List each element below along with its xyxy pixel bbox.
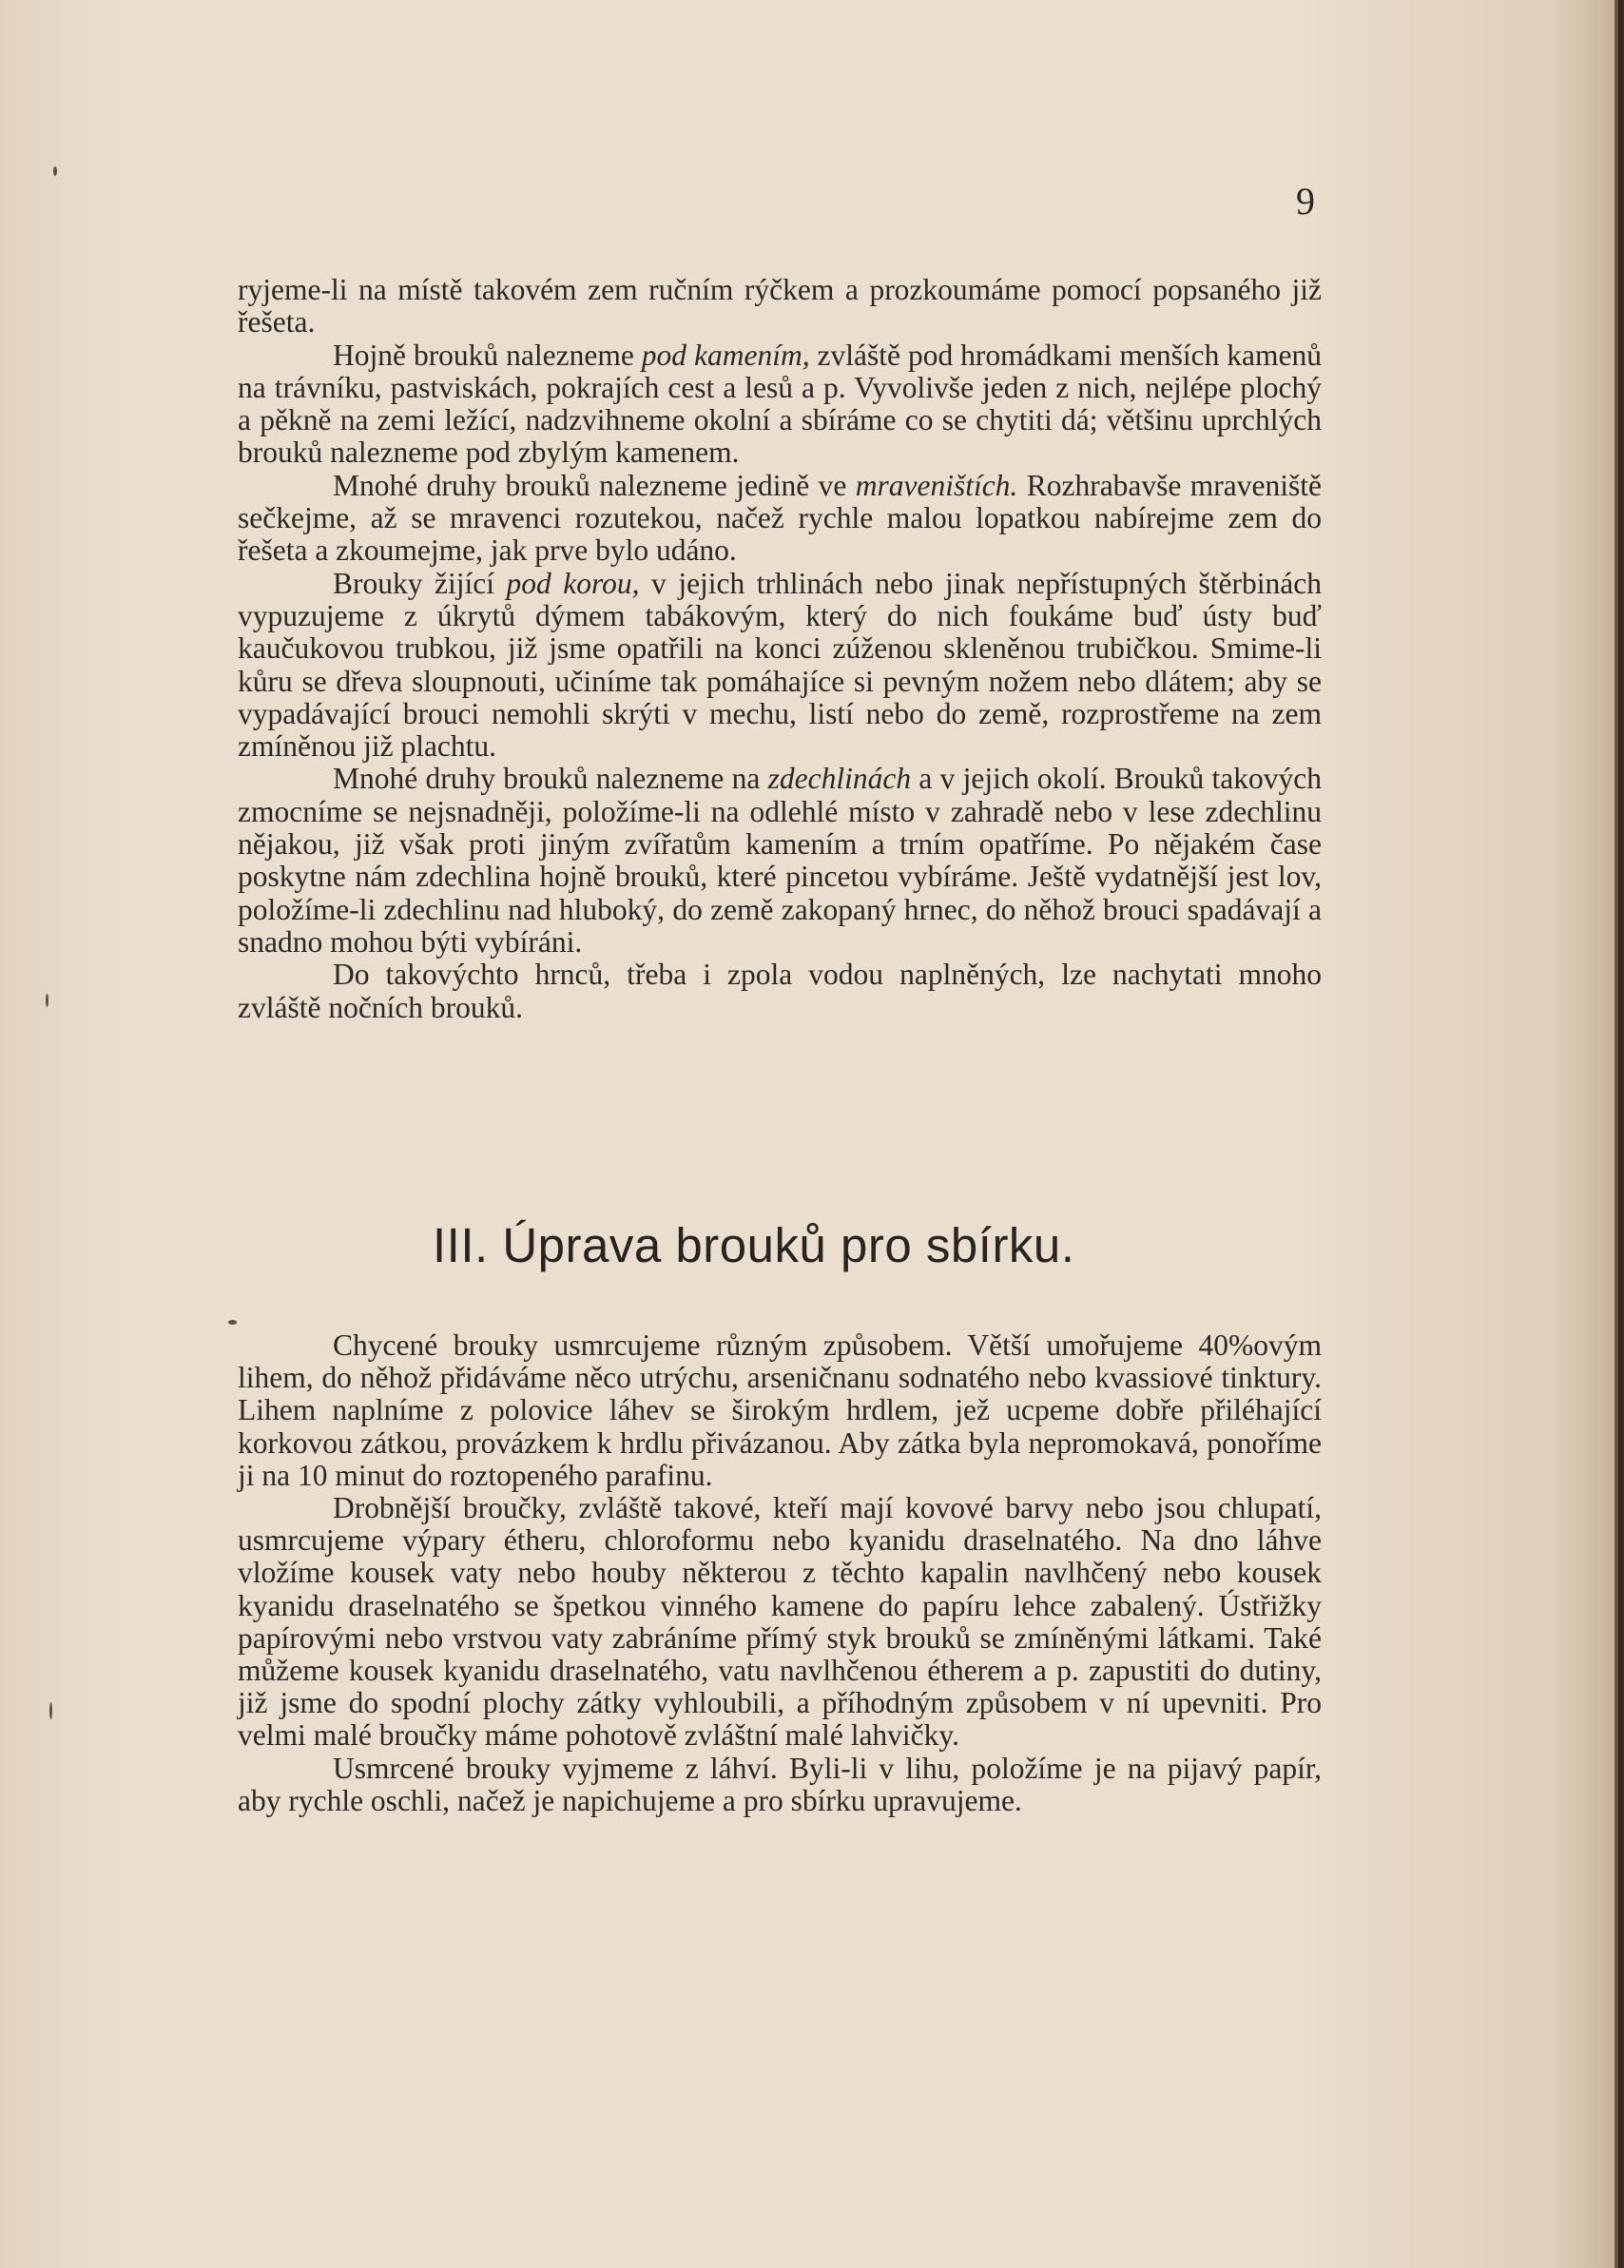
print-speck bbox=[53, 166, 57, 176]
print-speck bbox=[46, 994, 48, 1007]
paragraph-carcasses bbox=[238, 763, 1322, 959]
paragraph-stones bbox=[238, 339, 1322, 470]
paragraph-anthills bbox=[238, 470, 1322, 568]
emphasis: zdechlinách bbox=[767, 762, 912, 796]
paragraph-bark bbox=[238, 568, 1322, 764]
text-run: Rozhrabavše mraveniště sečkejme, až se mravenci rozutekou, načež rychle malou lopatkou nabírejme zem do řešeta a zkoumejme, jak prve bylo udáno. bbox=[238, 468, 1322, 568]
text-run: v jejich trhlinách nebo jinak nepřístupných štěrbinách vypuzujeme z úkrytů dýmem tabákovým, který do nich foukáme buď ústy buď kaučukovou trubkou, již jsme opatřili na konci zúženou skleněnou trubičkou. Smime-li kůru se dřeva sloupnouti, učiníme tak pomáhajíce si pevným nožem nebo dlátem; aby se vypadávající brouci nemohli skrýti v mechu, listí nebo do země, rozprostřeme na zem zmíněnou již plachtu. bbox=[238, 566, 1322, 764]
print-speck bbox=[228, 1320, 237, 1325]
paragraph-continuation: ryjeme-li na místě takovém zem ručním rýčkem a prozkoumáme pomocí popsaného již řešeta. bbox=[238, 273, 1322, 339]
text-run: Mnohé druhy brouků nalezneme na bbox=[333, 762, 768, 796]
text-run: zvláště pod hromádkami menších kamenů na trávníku, pastviskách, pokrajích cest a lesů a p. Vyvolivše jeden z nich, nejlépe plochý a pěkně na zemi ležící, nadzvihneme okolní a sbíráme co se chytiti dá; většinu uprchlých brouků nalezneme pod zbylým kamenem. bbox=[238, 338, 1323, 470]
text-run: a v jejich okolí. Brouků takových zmocníme se nejsnadněji, položíme-li na odlehlé místo v zahradě nebo v lese zdechlinu nějakou, již však proti jiným zvířatům kamením a trním opatříme. Po nějakém čase poskytne nám zdechlina hojně brouků, které pincetou vybíráme. Ještě vydatnější jest lov, položíme-li zdechlinu nad hluboký, do země zakopaný hrnec, do něhož brouci spadávají a snadno mohou býti vybíráni. bbox=[238, 762, 1322, 959]
page-number: 9 bbox=[1296, 180, 1315, 223]
section-text bbox=[238, 1329, 1322, 1817]
emphasis: mraveništích. bbox=[855, 468, 1018, 502]
paragraph-pots: Do takovýchto hrnců, třeba i zpola vodou naplněných, lze nachytati mnoho zvláště nočních brouků. bbox=[238, 958, 1322, 1024]
body-text bbox=[238, 274, 1322, 1024]
text-run: Hojně brouků nalezneme bbox=[333, 338, 642, 372]
text-run: Mnohé druhy brouků nalezneme jedině ve bbox=[333, 468, 856, 502]
print-speck bbox=[49, 1702, 52, 1719]
paragraph-small-beetles: Drobnější broučky, zvláště takové, kteří mají kovové barvy nebo jsou chlupatí, usmrcujeme výpary étheru, chloroformu nebo kyanidu draselnatého. Na dno láhve vložíme kousek vaty nebo houby některou z těchto kapalin navlhčený nebo kousek kyanidu draselnatého se špetkou vinného kamene do papíru lehce zabalený. Ústřižky papírovými nebo vrstvou vaty zabráníme přímý styk brouků se zmíněnými látkami. Také můžeme kousek kyanidu draselnatého, vatu navlhčenou étherem a p. zapustiti do dutiny, již jsme do spodní plochy zátky vyhloubili, a příhodným způsobem v ní upevniti. Pro velmi malé broučky máme pohotově zvláštní malé lahvičky. bbox=[238, 1491, 1322, 1753]
paragraph-killing: Chycené brouky usmrcujeme různým způsobem. Větší umořujeme 40%ovým lihem, do něhož přidáváme něco utrýchu, arseničnanu sodnatého nebo kvassiové tinktury. Lihem naplníme z polovice láhev se širokým hrdlem, jež ucpeme dobře přiléhající korkovou zátkou, provázkem k hrdlu přivázanou. Aby zátka byla nepromokavá, ponoříme ji na 10 minut do roztopeného parafinu. bbox=[238, 1328, 1322, 1492]
text-run: Brouky žijící bbox=[333, 566, 507, 600]
emphasis: pod korou, bbox=[506, 566, 640, 600]
paragraph-pinning: Usmrcené brouky vyjmeme z láhví. Byli-li v lihu, položíme je na pijavý papír, aby rychle oschli, načež je napichujeme a pro sbírku upravujeme. bbox=[238, 1751, 1322, 1817]
section-heading: III. Úprava brouků pro sbírku. bbox=[433, 1218, 1075, 1272]
emphasis: pod kamením, bbox=[641, 338, 810, 372]
